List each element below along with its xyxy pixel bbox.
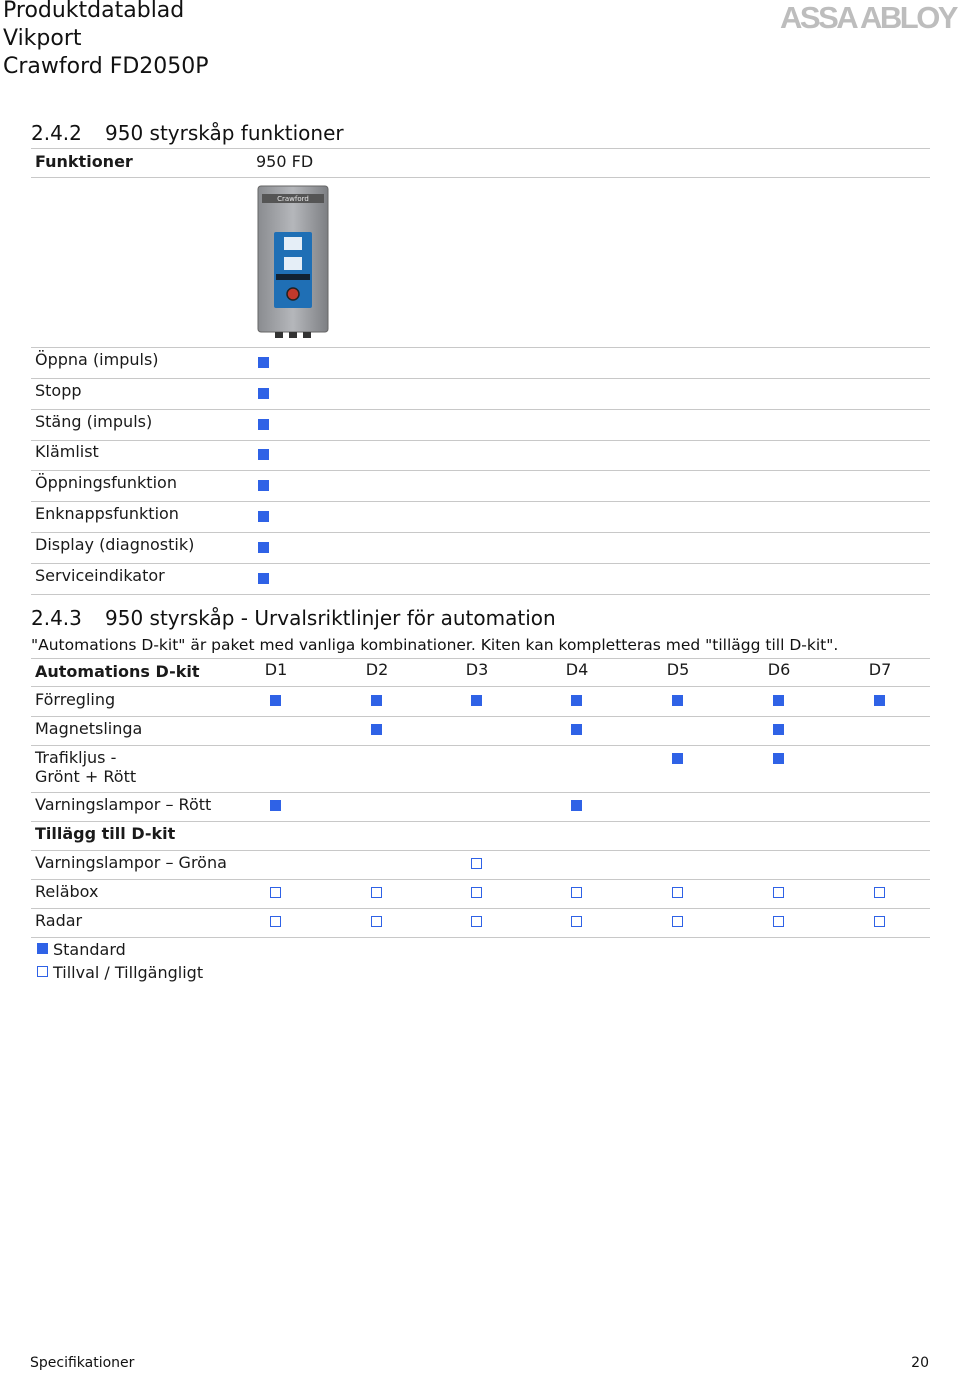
standard-marker xyxy=(571,724,582,735)
section-title: 950 styrskåp funktioner xyxy=(105,121,344,145)
standard-marker xyxy=(371,695,382,706)
optional-marker xyxy=(773,887,784,898)
dkit-row-label: Förregling xyxy=(35,690,116,709)
standard-marker xyxy=(258,480,269,491)
dkit-row-label: Varningslampor – Rött xyxy=(35,795,212,814)
section-number: 2.4.2 xyxy=(31,121,82,145)
column-header-d6: D6 xyxy=(767,660,791,679)
automation-intro: "Automations D-kit" är paket med vanliga kombinationer. Kiten kan kompletteras med "tillägg till D-kit". xyxy=(31,636,839,654)
divider xyxy=(31,148,930,149)
standard-marker xyxy=(258,357,269,368)
function-label: Öppna (impuls) xyxy=(35,350,159,369)
standard-marker xyxy=(258,388,269,399)
standard-marker xyxy=(471,695,482,706)
divider xyxy=(31,937,930,938)
optional-marker xyxy=(371,887,382,898)
divider xyxy=(31,594,930,595)
optional-marker xyxy=(571,887,582,898)
standard-marker xyxy=(571,800,582,811)
function-label: Enknappsfunktion xyxy=(35,504,179,523)
optional-marker xyxy=(471,858,482,869)
column-header-d3: D3 xyxy=(465,660,489,679)
assa-abloy-logo: ASSA ABLOY xyxy=(780,0,956,35)
optional-marker xyxy=(874,916,885,927)
addon-header-label: Tillägg till D-kit xyxy=(35,824,176,843)
column-header-d4: D4 xyxy=(565,660,589,679)
dkit-row-label: Trafikljus - xyxy=(35,748,117,767)
divider xyxy=(31,908,930,909)
optional-marker xyxy=(471,916,482,927)
functions-col-label: Funktioner xyxy=(35,152,133,171)
standard-marker xyxy=(258,573,269,584)
divider xyxy=(31,440,930,441)
function-label: Öppningsfunktion xyxy=(35,473,177,493)
function-label: Display (diagnostik) xyxy=(35,534,195,554)
standard-marker xyxy=(258,419,269,430)
addon-row-label: Varningslampor – Gröna xyxy=(35,853,227,872)
legend-standard-marker xyxy=(37,943,48,954)
addon-row-label: Radar xyxy=(35,911,83,930)
optional-marker xyxy=(471,887,482,898)
standard-marker xyxy=(874,695,885,706)
section-number: 2.4.3 xyxy=(31,606,82,630)
footer-section: Specifikationer xyxy=(30,1355,135,1371)
legend-standard-label: Standard xyxy=(53,940,126,959)
divider xyxy=(31,821,930,822)
function-label: Serviceindikator xyxy=(35,565,165,585)
divider xyxy=(31,879,930,880)
standard-marker xyxy=(672,753,683,764)
dkit-row-label-cont: Grönt + Rött xyxy=(35,767,137,786)
divider xyxy=(31,745,930,746)
divider xyxy=(31,850,930,851)
control-box-image xyxy=(255,184,331,340)
section-heading-functions xyxy=(31,121,344,145)
optional-marker xyxy=(371,916,382,927)
divider xyxy=(31,470,930,471)
divider xyxy=(31,716,930,717)
device-brand-label: Crawford xyxy=(277,195,309,203)
optional-marker xyxy=(270,887,281,898)
divider xyxy=(31,378,930,379)
function-label: Stopp xyxy=(35,380,82,400)
standard-marker xyxy=(258,511,269,522)
optional-marker xyxy=(571,916,582,927)
column-header-d1: D1 xyxy=(264,660,288,679)
divider xyxy=(31,501,930,502)
functions-col-value: 950 FD xyxy=(256,152,314,171)
standard-marker xyxy=(258,449,269,460)
optional-marker xyxy=(270,916,281,927)
legend-optional-marker xyxy=(37,966,48,977)
divider xyxy=(31,563,930,564)
divider xyxy=(31,532,930,533)
section-heading-automation xyxy=(31,606,556,630)
divider xyxy=(31,347,930,348)
divider xyxy=(31,177,930,178)
standard-marker xyxy=(371,724,382,735)
section-title: 950 styrskåp - Urvalsriktlinjer för automation xyxy=(105,606,556,630)
divider xyxy=(31,792,930,793)
standard-marker xyxy=(270,800,281,811)
page-number: 20 xyxy=(911,1355,929,1371)
product-type: Vikport xyxy=(3,26,82,51)
standard-marker xyxy=(773,753,784,764)
addon-row-label: Reläbox xyxy=(35,882,99,901)
standard-marker xyxy=(773,695,784,706)
function-label: Stäng (impuls) xyxy=(35,411,153,431)
standard-marker xyxy=(270,695,281,706)
standard-marker xyxy=(672,695,683,706)
dkit-row-label: Magnetslinga xyxy=(35,719,143,738)
legend-optional-label: Tillval / Tillgängligt xyxy=(53,963,204,982)
dkit-header-label: Automations D-kit xyxy=(35,662,200,681)
column-header-d5: D5 xyxy=(666,660,690,679)
optional-marker xyxy=(773,916,784,927)
standard-marker xyxy=(571,695,582,706)
divider xyxy=(31,686,930,687)
standard-marker xyxy=(258,542,269,553)
column-header-d7: D7 xyxy=(868,660,892,679)
standard-marker xyxy=(773,724,784,735)
optional-marker xyxy=(672,916,683,927)
column-header-d2: D2 xyxy=(365,660,389,679)
optional-marker xyxy=(672,887,683,898)
optional-marker xyxy=(874,887,885,898)
divider xyxy=(31,409,930,410)
divider xyxy=(31,658,930,659)
function-label: Klämlist xyxy=(35,442,99,462)
doc-title: Produktdatablad xyxy=(3,0,185,23)
product-model: Crawford FD2050P xyxy=(3,54,209,79)
